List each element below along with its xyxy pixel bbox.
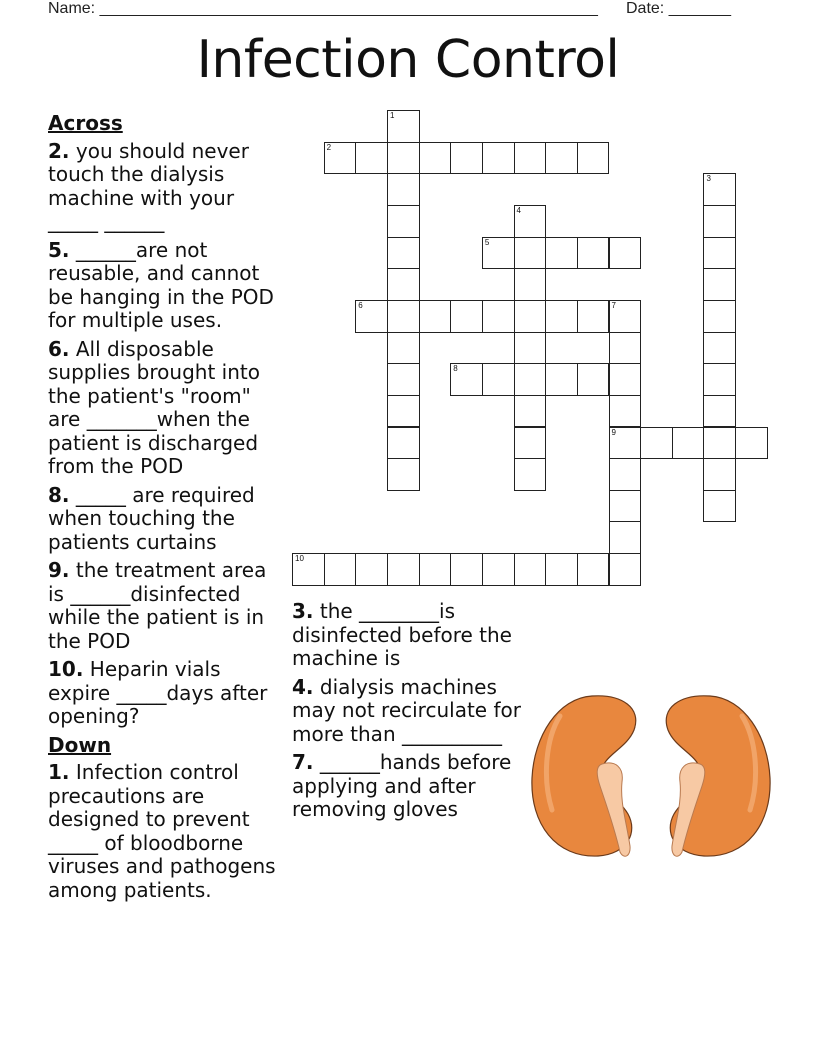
crossword-cell[interactable] (545, 300, 578, 333)
crossword-cell[interactable] (387, 553, 420, 586)
clue-across-5 (48, 239, 288, 333)
cell-number: 3 (706, 174, 711, 184)
crossword-cell[interactable] (387, 395, 420, 428)
crossword-cell[interactable] (577, 553, 610, 586)
clue-across-6 (48, 338, 288, 479)
crossword-cell[interactable] (703, 427, 736, 460)
clue-text: Infection control precautions are designed to prevent _____ of bloodborne viruses and pathogens among patients. (48, 760, 276, 902)
crossword-cell[interactable] (545, 237, 578, 270)
crossword-cell[interactable] (387, 110, 420, 143)
date-field[interactable]: Date: _______ (626, 0, 731, 17)
crossword-cell[interactable] (577, 300, 610, 333)
crossword-cell[interactable] (514, 205, 547, 238)
crossword-cell[interactable] (609, 458, 642, 491)
crossword-cell[interactable] (672, 427, 705, 460)
crossword-cell[interactable] (640, 427, 673, 460)
clue-across-9 (48, 559, 288, 653)
crossword-cell[interactable] (609, 521, 642, 554)
clue-text: All disposable supplies brought into the patient's "room" are _______when the patient is discharged from the POD (48, 336, 260, 478)
crossword-cell[interactable] (609, 427, 642, 460)
crossword-cell[interactable] (545, 142, 578, 175)
clue-text: Heparin vials expire _____days after opening? (48, 657, 268, 728)
crossword-cell[interactable] (609, 332, 642, 365)
crossword-cell[interactable] (387, 142, 420, 175)
crossword-cell[interactable] (703, 237, 736, 270)
crossword-cell[interactable] (609, 490, 642, 523)
crossword-cell[interactable] (355, 142, 388, 175)
crossword-cell[interactable] (514, 458, 547, 491)
cell-number: 7 (611, 300, 616, 310)
page-title: Infection Control (196, 30, 620, 90)
crossword-cell[interactable] (545, 363, 578, 396)
crossword-cell[interactable] (450, 553, 483, 586)
clue-column-left (48, 112, 288, 907)
clue-number: 5. (48, 237, 70, 262)
crossword-cell[interactable] (387, 427, 420, 460)
crossword-cell[interactable] (387, 332, 420, 365)
crossword-cell[interactable] (450, 363, 483, 396)
crossword-cell[interactable] (703, 205, 736, 238)
crossword-cell[interactable] (514, 300, 547, 333)
kidneys-illustration (530, 686, 772, 864)
crossword-cell[interactable] (355, 300, 388, 333)
crossword-cell[interactable] (292, 553, 325, 586)
crossword-cell[interactable] (703, 395, 736, 428)
crossword-cell[interactable] (387, 205, 420, 238)
clue-text: the ________is disinfected before the machine is (292, 599, 512, 670)
clue-number: 6. (48, 336, 70, 361)
crossword-cell[interactable] (482, 237, 515, 270)
crossword-cell[interactable] (419, 553, 452, 586)
crossword-cell[interactable] (387, 363, 420, 396)
crossword-cell[interactable] (735, 427, 768, 460)
crossword-cell[interactable] (482, 553, 515, 586)
clue-across-8 (48, 484, 288, 555)
crossword-cell[interactable] (355, 553, 388, 586)
clue-down-3 (292, 600, 532, 671)
clue-down-7 (292, 751, 532, 822)
clue-number: 8. (48, 482, 70, 507)
crossword-cell[interactable] (703, 300, 736, 333)
across-heading: Across (48, 111, 123, 135)
crossword-cell[interactable] (450, 300, 483, 333)
clue-number: 3. (292, 599, 314, 623)
crossword-cell[interactable] (324, 553, 357, 586)
clue-text: the treatment area is ______disinfected while the patient is in the POD (48, 558, 267, 653)
cell-number: 2 (326, 142, 332, 152)
crossword-cell[interactable] (514, 268, 547, 301)
cell-number: 8 (453, 364, 458, 374)
crossword-cell[interactable] (703, 458, 736, 491)
crossword-cell[interactable] (577, 142, 610, 175)
crossword-cell[interactable] (703, 490, 736, 523)
crossword-cell[interactable] (703, 332, 736, 365)
crossword-cell[interactable] (609, 363, 642, 396)
crossword-cell[interactable] (514, 332, 547, 365)
clue-number: 7. (292, 750, 314, 774)
crossword-cell[interactable] (387, 173, 420, 206)
clue-text: you should never touch the dialysis machine with your _____ ______ (48, 138, 249, 233)
crossword-cell[interactable] (419, 300, 452, 333)
cell-number: 6 (358, 300, 363, 310)
clue-number: 1. (48, 760, 70, 784)
left-kidney (532, 696, 636, 856)
cell-number: 9 (611, 427, 616, 437)
crossword-cell[interactable] (514, 142, 547, 175)
crossword-cell[interactable] (387, 458, 420, 491)
crossword-cell[interactable] (387, 300, 420, 333)
crossword-cell[interactable] (419, 142, 452, 175)
crossword-cell[interactable] (514, 395, 547, 428)
crossword-cell[interactable] (703, 268, 736, 301)
crossword-cell[interactable] (609, 237, 642, 270)
crossword-cell[interactable] (545, 553, 578, 586)
crossword-cell[interactable] (324, 142, 357, 175)
crossword-cell[interactable] (514, 363, 547, 396)
clue-number: 4. (292, 674, 314, 699)
crossword-cell[interactable] (514, 237, 547, 270)
clue-column-right (292, 600, 532, 827)
crossword-cell[interactable] (703, 173, 736, 206)
crossword-cell[interactable] (514, 427, 547, 460)
crossword-cell[interactable] (387, 268, 420, 301)
cell-number: 1 (389, 111, 395, 120)
crossword-cell[interactable] (577, 237, 610, 270)
crossword-cell[interactable] (577, 363, 610, 396)
clue-down-1 (48, 761, 288, 902)
crossword-cell[interactable] (387, 237, 420, 270)
clue-text: ______hands before applying and after removing gloves (292, 750, 512, 821)
clue-across-2 (48, 140, 288, 234)
cell-number: 5 (484, 237, 490, 247)
clue-number: 2. (48, 138, 70, 163)
crossword-cell[interactable] (514, 553, 547, 586)
crossword-cell[interactable] (609, 553, 642, 586)
name-field[interactable]: Name: ________________________________________________________ (48, 0, 598, 17)
clue-number: 9. (48, 558, 70, 582)
clue-text: ______are not reusable, and cannot be hanging in the POD for multiple uses. (48, 237, 274, 332)
crossword-cell[interactable] (609, 395, 642, 428)
crossword-cell[interactable] (609, 300, 642, 333)
crossword-cell[interactable] (450, 142, 483, 175)
crossword-cell[interactable] (482, 142, 515, 175)
clue-across-10 (48, 658, 288, 729)
cell-number: 4 (516, 205, 521, 215)
down-heading: Down (48, 732, 112, 757)
crossword-cell[interactable] (482, 363, 515, 396)
crossword-cell[interactable] (703, 363, 736, 396)
right-kidney (666, 696, 770, 856)
clue-text: _____ are required when touching the patients curtains (48, 482, 255, 554)
clue-text: dialysis machines may not recirculate for more than __________ (292, 674, 521, 746)
cell-number: 10 (295, 554, 304, 564)
clue-number: 10. (48, 657, 84, 681)
crossword-cell[interactable] (482, 300, 515, 333)
clue-down-4 (292, 676, 532, 747)
